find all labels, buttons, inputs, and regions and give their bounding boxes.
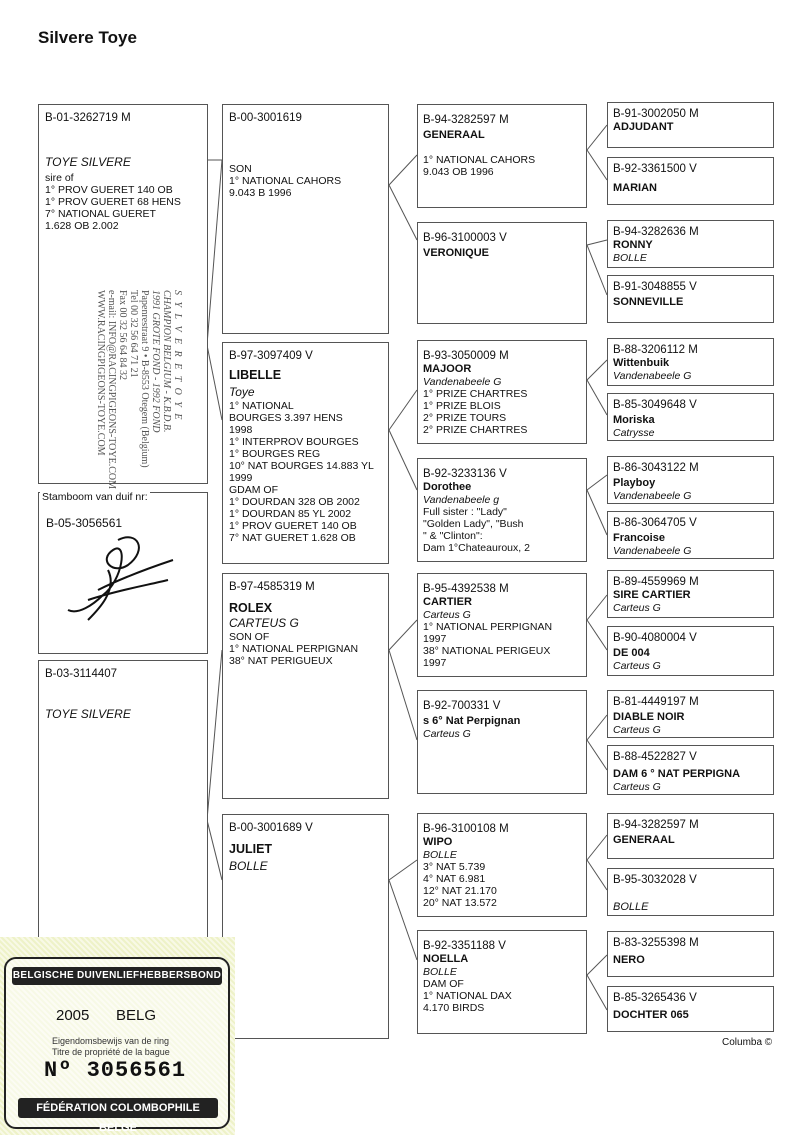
gen2-breeder: BOLLE <box>423 849 457 861</box>
gen2-name: WIPO <box>423 836 453 848</box>
gen3-box <box>607 456 774 504</box>
gen2-ring: B-93-3050009 M <box>423 350 509 362</box>
stamp-line: CHAMPION BELGIUM - K.B.D.B. <box>161 290 172 433</box>
gen3-name: Francoise <box>613 532 665 544</box>
gen3-name: DAM 6 ° NAT PERPIGNA <box>613 768 741 780</box>
gen3-name: DE 004 <box>613 647 650 659</box>
gen2-box <box>417 340 587 444</box>
gen1-line: 1° PROV GUERET 140 OB <box>229 520 357 532</box>
gen2-line: 1997 <box>423 657 447 669</box>
gen3-breeder: Vandenabeele G <box>613 490 692 502</box>
gen3-breeder: Carteus G <box>613 781 661 793</box>
gen2-line: Full sister : "Lady" <box>423 506 507 518</box>
gen3-box <box>607 275 774 323</box>
gen3-ring: B-85-3265436 V <box>613 992 697 1004</box>
gen3-ring: B-91-3002050 M <box>613 108 699 120</box>
gen2-line: 20° NAT 13.572 <box>423 897 497 909</box>
owner-line: sire of <box>45 172 74 184</box>
gen2-breeder: Vandenabeele g <box>423 494 500 506</box>
gen1-box <box>222 814 389 1039</box>
gen3-name: DOCHTER 065 <box>613 1009 689 1021</box>
gen3-box <box>607 986 774 1032</box>
gen3-box <box>607 570 774 618</box>
gen1-line: SON <box>229 163 252 175</box>
gen3-breeder: Vandenabeele G <box>613 545 692 557</box>
gen2-ring: B-96-3100108 M <box>423 823 509 835</box>
owner-line: 7° NATIONAL GUERET <box>45 208 156 220</box>
gen2-breeder: Carteus G <box>423 609 471 621</box>
gen1-line: 1999 <box>229 472 253 484</box>
gen3-name: GENERAAL <box>613 834 675 846</box>
gen1-breeder: CARTEUS G <box>229 616 299 630</box>
gen3-ring: B-94-3282636 M <box>613 226 699 238</box>
gen3-ring: B-85-3049648 V <box>613 399 697 411</box>
gen3-name: NERO <box>613 954 645 966</box>
gen2-breeder: BOLLE <box>423 966 457 978</box>
gen3-ring: B-83-3255398 M <box>613 937 699 949</box>
gen3-name: Moriska <box>613 414 655 426</box>
gen2-name: Dorothee <box>423 481 472 493</box>
gen2-box <box>417 104 587 208</box>
gen3-ring: B-88-3206112 M <box>613 344 698 356</box>
owner-line: 1.628 OB 2.002 <box>45 220 119 232</box>
gen1-line: 1° BOURGES REG <box>229 448 321 460</box>
card-number: Nº 3056561 <box>44 1058 187 1083</box>
gen1-line: 9.043 B 1996 <box>229 187 292 199</box>
gen1-line: 1° NATIONAL CAHORS <box>229 175 342 187</box>
card-country: BELG <box>116 1007 157 1024</box>
card-line: Eigendomsbewijs van de ring <box>52 1036 170 1046</box>
gen1-name: LIBELLE <box>229 368 282 382</box>
gen3-box <box>607 102 774 148</box>
stamp-line: S Y L V E R E T O Y E <box>172 290 183 422</box>
gen1-box <box>222 342 389 564</box>
gen2-line: 4° NAT 6.981 <box>423 873 486 885</box>
card-top-banner: BELGISCHE DUIVENLIEFHEBBERSBOND <box>12 967 222 985</box>
gen2-name: GENERAAL <box>423 129 485 141</box>
owner-line: 1° PROV GUERET 140 OB <box>45 184 173 196</box>
card-line: Titre de propriété de la bague <box>52 1047 170 1057</box>
stamp-line: WWW.RACINGPIGEONS-TOYE.COM <box>95 290 106 456</box>
dam-owner-name: TOYE SILVERE <box>45 707 131 721</box>
owner-name: TOYE SILVERE <box>45 155 131 169</box>
gen3-box <box>607 690 774 738</box>
gen1-line: 1° NATIONAL <box>229 400 294 412</box>
gen3-box <box>607 868 774 916</box>
columba-copyright: Columba © <box>722 1037 773 1048</box>
gen3-box <box>607 157 774 205</box>
gen3-breeder: Carteus G <box>613 602 661 614</box>
gen3-name: ADJUDANT <box>613 121 674 133</box>
gen2-box <box>417 573 587 677</box>
gen3-name: Playboy <box>613 477 656 489</box>
gen3-name: DIABLE NOIR <box>613 711 685 723</box>
gen3-breeder: Vandenabeele G <box>613 370 692 382</box>
gen1-ring: B-97-4585319 M <box>229 581 315 593</box>
gen3-name: Wittenbuik <box>613 357 670 369</box>
gen1-ring: B-00-3001619 <box>229 112 302 124</box>
gen2-line: 1° NATIONAL DAX <box>423 990 512 1002</box>
gen2-breeder: Carteus G <box>423 728 471 740</box>
gen3-box <box>607 338 774 386</box>
gen3-ring: B-86-3064705 V <box>613 517 697 529</box>
gen2-box <box>417 222 587 324</box>
card-year: 2005 <box>56 1007 90 1024</box>
gen1-breeder: BOLLE <box>229 859 268 873</box>
stamboom-label: Stamboom van duif nr: <box>42 491 148 503</box>
gen3-breeder: BOLLE <box>613 901 649 913</box>
gen2-box <box>417 813 587 917</box>
gen2-box <box>417 690 587 794</box>
gen2-ring: B-92-3351188 V <box>423 940 506 952</box>
gen2-line: Dam 1°Chateauroux, 2 <box>423 542 530 554</box>
gen1-line: 1° NATIONAL PERPIGNAN <box>229 643 359 655</box>
gen2-line: 1° NATIONAL PERPIGNAN <box>423 621 553 633</box>
gen2-breeder: Vandenabeele G <box>423 376 502 388</box>
gen3-box <box>607 220 774 268</box>
gen3-breeder: BOLLE <box>613 252 647 264</box>
gen3-ring: B-81-4449197 M <box>613 696 699 708</box>
gen3-box <box>607 393 774 441</box>
card-bottom-banner: FÉDÉRATION COLOMBOPHILE BELGE <box>18 1098 218 1118</box>
gen2-line: 1° PRIZE CHARTRES <box>423 388 528 400</box>
gen3-breeder: Carteus G <box>613 660 661 672</box>
gen2-line: 1° PRIZE BLOIS <box>423 400 501 412</box>
gen2-box <box>417 458 587 562</box>
gen2-line: 1997 <box>423 633 447 645</box>
gen2-name: VERONIQUE <box>423 247 490 259</box>
gen2-line: " & "Clinton": <box>423 530 483 542</box>
gen2-line: 2° PRIZE CHARTRES <box>423 424 528 436</box>
gen1-breeder: Toye <box>229 385 255 399</box>
gen2-line: 2° PRIZE TOURS <box>423 412 507 424</box>
gen1-box <box>222 104 389 334</box>
gen1-box <box>222 573 389 799</box>
gen1-line: 1° DOURDAN 328 OB 2002 <box>229 496 360 508</box>
stamp-line: Fax 00 32 56 64 84 32 <box>117 290 128 380</box>
gen2-line: 38° NATIONAL PERIGEUX <box>423 645 551 657</box>
owner-line: 1° PROV GUERET 68 HENS <box>45 196 181 208</box>
gen3-ring: B-88-4522827 V <box>613 751 697 763</box>
gen3-name: SIRE CARTIER <box>613 589 691 601</box>
gen2-line: 1° NATIONAL CAHORS <box>423 154 536 166</box>
gen3-box <box>607 813 774 859</box>
page-title: Silvere Toye <box>38 28 137 47</box>
gen3-name: RONNY <box>613 239 653 251</box>
gen3-name: SONNEVILLE <box>613 296 684 308</box>
gen1-name: JULIET <box>229 842 273 856</box>
gen1-ring: B-97-3097409 V <box>229 350 313 362</box>
gen2-box <box>417 930 587 1034</box>
gen1-line: SON OF <box>229 631 270 643</box>
gen2-name: CARTIER <box>423 596 472 608</box>
gen3-ring: B-86-3043122 M <box>613 462 699 474</box>
gen1-line: 10° NAT BOURGES 14.883 YL <box>229 460 374 472</box>
gen2-line: 3° NAT 5.739 <box>423 861 486 873</box>
gen2-ring: B-95-4392538 M <box>423 583 509 595</box>
gen1-line: 7° NAT GUERET 1.628 OB <box>229 532 356 544</box>
stamp-line: 1991 GROTE FOND - 1992 FOND <box>150 290 161 433</box>
gen1-line: 1° DOURDAN 85 YL 2002 <box>229 508 352 520</box>
gen3-box <box>607 931 774 977</box>
gen3-ring: B-94-3282597 M <box>613 819 699 831</box>
gen1-line: 1° INTERPROV BOURGES <box>229 436 359 448</box>
gen2-ring: B-92-700331 V <box>423 700 501 712</box>
gen3-box <box>607 745 774 795</box>
signature-icon <box>58 520 178 630</box>
gen2-line: 4.170 BIRDS <box>423 1002 485 1014</box>
owner-ring: B-01-3262719 M <box>45 112 131 124</box>
gen2-line: "Golden Lady", "Bush <box>423 518 524 530</box>
gen3-breeder: Carteus G <box>613 724 661 736</box>
gen2-ring: B-94-3282597 M <box>423 114 509 126</box>
gen2-name: MAJOOR <box>423 363 472 375</box>
gen3-ring: B-91-3048855 V <box>613 281 697 293</box>
gen3-breeder: Catrysse <box>613 427 655 439</box>
gen2-ring: B-96-3100003 V <box>423 232 507 244</box>
gen3-ring: B-95-3032028 V <box>613 874 697 886</box>
stamp-line: Tel 00 32 56 64 71 21 <box>128 290 139 378</box>
gen2-line: 12° NAT 21.170 <box>423 885 497 897</box>
gen1-ring: B-00-3001689 V <box>229 822 313 834</box>
gen1-line: GDAM OF <box>229 484 278 496</box>
gen2-line: DAM OF <box>423 978 464 990</box>
gen1-line: 1998 <box>229 424 253 436</box>
gen3-ring: B-89-4559969 M <box>613 576 699 588</box>
gen1-name: ROLEX <box>229 601 273 615</box>
gen1-line: 38° NAT PERIGUEUX <box>229 655 333 667</box>
gen3-name: MARIAN <box>613 182 657 194</box>
gen2-name: NOELLA <box>423 953 469 965</box>
stamboom-ring: B-05-3056561 <box>46 516 123 530</box>
stamp-line: e-mail: INFO@RACINGPIGEONS-TOYE.COM <box>106 290 117 490</box>
gen1-line: BOURGES 3.397 HENS <box>229 412 343 424</box>
gen3-box <box>607 626 774 676</box>
gen3-ring: B-92-3361500 V <box>613 163 697 175</box>
gen2-line: 9.043 OB 1996 <box>423 166 494 178</box>
gen2-ring: B-92-3233136 V <box>423 468 507 480</box>
gen3-ring: B-90-4080004 V <box>613 632 697 644</box>
gen3-box <box>607 511 774 559</box>
stamp-line: Papenrestraat 9 • B-8553 Otegem (Belgium) <box>139 290 150 468</box>
dam-owner-ring: B-03-3114407 <box>45 668 118 680</box>
gen2-name: s 6° Nat Perpignan <box>423 715 521 727</box>
